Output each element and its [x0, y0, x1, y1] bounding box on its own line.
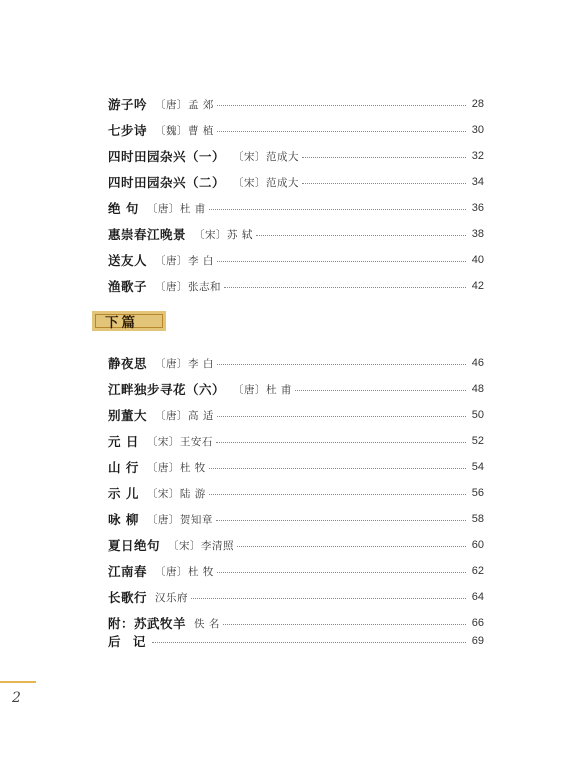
toc-entry-title: 后 记: [108, 634, 150, 649]
toc-leader-dots: [217, 260, 466, 262]
toc-leader-dots: [256, 234, 466, 236]
toc-leader-dots: [223, 623, 466, 625]
toc-afterword: [108, 628, 484, 654]
toc-entry[interactable]: [108, 247, 484, 273]
toc-entry-title: 绝 句: [108, 201, 139, 216]
toc-leader-dots: [217, 130, 466, 132]
section-header-xiapian: [92, 311, 166, 331]
toc-entry-author: 〔唐〕杜 甫: [146, 202, 206, 215]
toc-entry-title: 山 行: [108, 460, 139, 475]
toc-entry-author: 〔唐〕李 白: [155, 254, 214, 267]
toc-leader-dots: [216, 441, 466, 443]
toc-entry-title: 夏日绝句: [108, 538, 161, 553]
toc-entry-author: 〔宋〕范成大: [233, 176, 300, 189]
toc-entry-page: 32: [471, 150, 484, 162]
toc-entry-page: 40: [471, 254, 484, 266]
toc-entry-title: 四时田园杂兴（二）: [108, 175, 226, 190]
toc-entry-title: 示 儿: [108, 486, 139, 501]
toc-entry[interactable]: [108, 506, 484, 532]
toc-lower-list: [108, 350, 484, 636]
toc-entry-page: 38: [471, 228, 484, 240]
toc-leader-dots: [224, 286, 466, 288]
toc-leader-dots: [216, 519, 466, 521]
toc-entry-page: 60: [471, 539, 484, 551]
toc-entry[interactable]: [108, 480, 484, 506]
toc-entry-page: 52: [471, 435, 484, 447]
toc-entry-author: 〔唐〕张志和: [155, 280, 222, 293]
toc-entry[interactable]: [108, 350, 484, 376]
toc-entry-title: 江畔独步寻花（六）: [108, 382, 226, 397]
toc-leader-dots: [152, 641, 466, 643]
toc-entry-page: 69: [471, 635, 484, 647]
toc-entry-page: 28: [471, 98, 484, 110]
toc-entry[interactable]: [108, 143, 484, 169]
toc-entry-author: 〔唐〕杜 甫: [233, 383, 292, 396]
toc-entry[interactable]: [108, 273, 484, 299]
footer-accent-bar: [0, 681, 36, 683]
section-title: 下篇: [105, 315, 138, 331]
toc-entry-page: 58: [471, 513, 484, 525]
toc-entry-author: 〔唐〕高 适: [155, 409, 214, 422]
toc-entry-title: 元 日: [108, 434, 139, 449]
page-number: 2: [12, 690, 21, 706]
section-header-right-ornament: [154, 314, 163, 328]
toc-entry[interactable]: [108, 117, 484, 143]
toc-entry-author: 〔唐〕贺知章: [146, 513, 213, 526]
toc-leader-dots: [209, 493, 466, 495]
toc-entry-author: 〔唐〕孟 郊: [155, 98, 214, 111]
toc-entry-title: 长歌行: [108, 590, 148, 605]
toc-leader-dots: [237, 545, 466, 547]
toc-entry-page: 46: [471, 357, 484, 369]
toc-leader-dots: [191, 597, 466, 599]
toc-entry-author: 〔宋〕范成大: [233, 150, 300, 163]
toc-leader-dots: [217, 104, 466, 106]
toc-entry-page: 50: [471, 409, 484, 421]
toc-entry-title: 七步诗: [108, 123, 148, 138]
toc-entry-title: 静夜思: [108, 356, 148, 371]
toc-entry-author: 〔唐〕杜 牧: [155, 565, 214, 578]
toc-entry-title: 附：苏武牧羊: [108, 616, 187, 631]
toc-entry-author: 〔宋〕王安石: [146, 435, 213, 448]
toc-entry-page: 64: [471, 591, 484, 603]
toc-entry-title: 渔歌子: [108, 279, 148, 294]
toc-leader-dots: [302, 182, 466, 184]
toc-entry-author: 〔宋〕苏 轼: [194, 228, 253, 241]
toc-entry-title: 四时田园杂兴（一）: [108, 149, 226, 164]
toc-leader-dots: [217, 571, 466, 573]
toc-entry-title: 送友人: [108, 253, 148, 268]
toc-leader-dots: [209, 467, 466, 469]
toc-entry-author: 〔宋〕陆 游: [146, 487, 206, 500]
toc-entry-page: 36: [471, 202, 484, 214]
toc-entry-page: 42: [471, 280, 484, 292]
section-header-left-ornament: [95, 314, 104, 328]
toc-entry-page: 54: [471, 461, 484, 473]
toc-entry[interactable]: [108, 169, 484, 195]
toc-entry[interactable]: [108, 376, 484, 402]
toc-leader-dots: [217, 415, 466, 417]
toc-leader-dots: [217, 363, 466, 365]
toc-entry[interactable]: [108, 558, 484, 584]
toc-entry-page: 48: [471, 383, 484, 395]
toc-entry[interactable]: [108, 402, 484, 428]
toc-entry-author: 〔魏〕曹 植: [155, 124, 214, 137]
toc-leader-dots: [302, 156, 466, 158]
toc-entry-title: 咏 柳: [108, 512, 139, 527]
toc-leader-dots: [209, 208, 466, 210]
toc-entry-page: 34: [471, 176, 484, 188]
toc-leader-dots: [295, 389, 466, 391]
toc-entry-page: 56: [471, 487, 484, 499]
toc-entry-author: 佚 名: [194, 617, 220, 630]
toc-entry-author: 〔宋〕李清照: [168, 539, 235, 552]
toc-entry-page: 30: [471, 124, 484, 136]
toc-entry[interactable]: [108, 428, 484, 454]
toc-entry-title: 游子吟: [108, 97, 148, 112]
toc-entry-author: 〔唐〕杜 牧: [146, 461, 206, 474]
toc-entry[interactable]: [108, 91, 484, 117]
toc-entry[interactable]: [108, 532, 484, 558]
toc-entry-title: 江南春: [108, 564, 148, 579]
toc-upper-list: [108, 91, 484, 299]
toc-entry-afterword[interactable]: [108, 628, 484, 654]
toc-entry[interactable]: [108, 454, 484, 480]
toc-entry-author: 汉乐府: [155, 591, 189, 604]
toc-entry-author: 〔唐〕李 白: [155, 357, 214, 370]
toc-entry[interactable]: [108, 584, 484, 610]
toc-entry[interactable]: [108, 195, 484, 221]
toc-entry-title: 别董大: [108, 408, 148, 423]
toc-entry-page: 62: [471, 565, 484, 577]
toc-entry-page: 66: [471, 617, 484, 629]
toc-entry-title: 惠崇春江晚景: [108, 227, 187, 242]
toc-entry[interactable]: [108, 221, 484, 247]
